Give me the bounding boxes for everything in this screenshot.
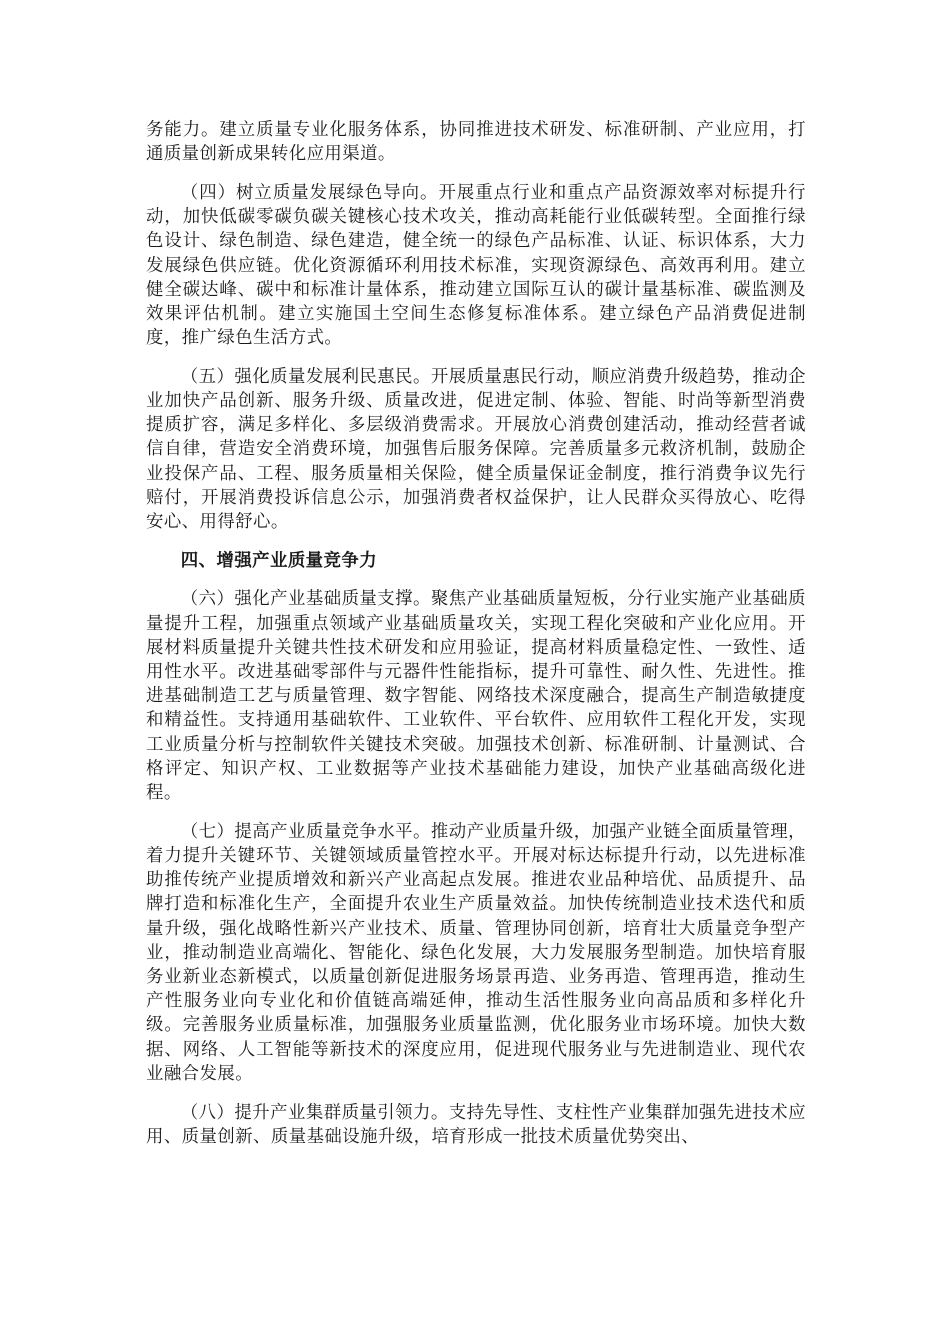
paragraph-industrial-foundation: （六）强化产业基础质量支撑。聚焦产业基础质量短板，分行业实施产业基础质量提升工程，加强重点领域产业基础质量攻关，实现工程化突破和产业化应用。开展材料质量提升关键共性技术研发和应用验证，提高材料质量稳定性、一致性、适用性水平。改进基础零部件与元器件性能指标，提升可靠性、耐久性、先进性。推进基础制造工艺与质量管理、数字智能、网络技术深度融合，提高生产制造敏捷度和精益性。支持通用基础软件、工业软件、平台软件、应用软件工程化开发，实现工业质量分析与控制软件关键技术突破。加强技术创新、标准研制、计量测试、合格评定、知识产权、工业数据等产业技术基础能力建设，加快产业基础高级化进程。 — [146, 589, 806, 804]
section-heading: 四、增强产业质量竞争力 — [180, 550, 378, 571]
paragraph-continuation: 务能力。建立质量专业化服务体系，协同推进技术研发、标准研制、产业应用，打通质量创新成果转化应用渠道。 — [146, 120, 806, 165]
paragraph-industry-clusters: （八）提升产业集群质量引领力。支持先导性、支柱性产业集群加强先进技术应用、质量创新、质量基础设施升级，培育形成一批技术质量优势突出、 — [146, 1102, 806, 1147]
paragraph-green-development: （四）树立质量发展绿色导向。开展重点行业和重点产品资源效率对标提升行动，加快低碳零碳负碳关键核心技术攻关，推动高耗能行业低碳转型。全面推行绿色设计、绿色制造、绿色建造，健全统一的绿色产品标准、认证、标识体系，大力发展绿色供应链。优化资源循环利用技术标准，实现资源绿色、高效再利用。建立健全碳达峰、碳中和标准计量体系，推动建立国际互认的碳计量基标准、碳监测及效果评估机制。建立实施国土空间生态修复标准体系。建立绿色产品消费促进制度，推广绿色生活方式。 — [146, 182, 806, 349]
paragraph-benefit-people: （五）强化质量发展利民惠民。开展质量惠民行动，顺应消费升级趋势，推动企业加快产品创新、服务升级、质量改进，促进定制、体验、智能、时尚等新型消费提质扩容，满足多样化、多层级消费需求。开展放心消费创建活动，推动经营者诚信自律，营造安全消费环境，加强售后服务保障。完善质量多元救济机制，鼓励企业投保产品、工程、服务质量相关保险，健全质量保证金制度，推行消费争议先行赔付，开展消费投诉信息公示，加强消费者权益保护，让人民群众买得放心、吃得安心、用得舒心。 — [146, 366, 806, 533]
document-body — [146, 118, 806, 1163]
paragraph-industry-competitiveness: （七）提高产业质量竞争水平。推动产业质量升级，加强产业链全面质量管理，着力提升关键环节、关键领域质量管控水平。开展对标达标提升行动，以先进标准助推传统产业提质增效和新兴产业高起点发展。推进农业品种培优、品质提升、品牌打造和标准化生产，全面提升农业生产质量效益。加快传统制造业技术迭代和质量升级，强化战略性新兴产业技术、质量、管理协同创新，培育壮大质量竞争型产业，推动制造业高端化、智能化、绿色化发展，大力发展服务型制造。加快培育服务业新业态新模式，以质量创新促进服务场景再造、业务再造、管理再造，推动生产性服务业向专业化和价值链高端延伸，推动生活性服务业向高品质和多样化升级。完善服务业质量标准，加强服务业质量监测，优化服务业市场环境。加快大数据、网络、人工智能等新技术的深度应用，促进现代服务业与先进制造业、现代农业融合发展。 — [146, 821, 806, 1084]
